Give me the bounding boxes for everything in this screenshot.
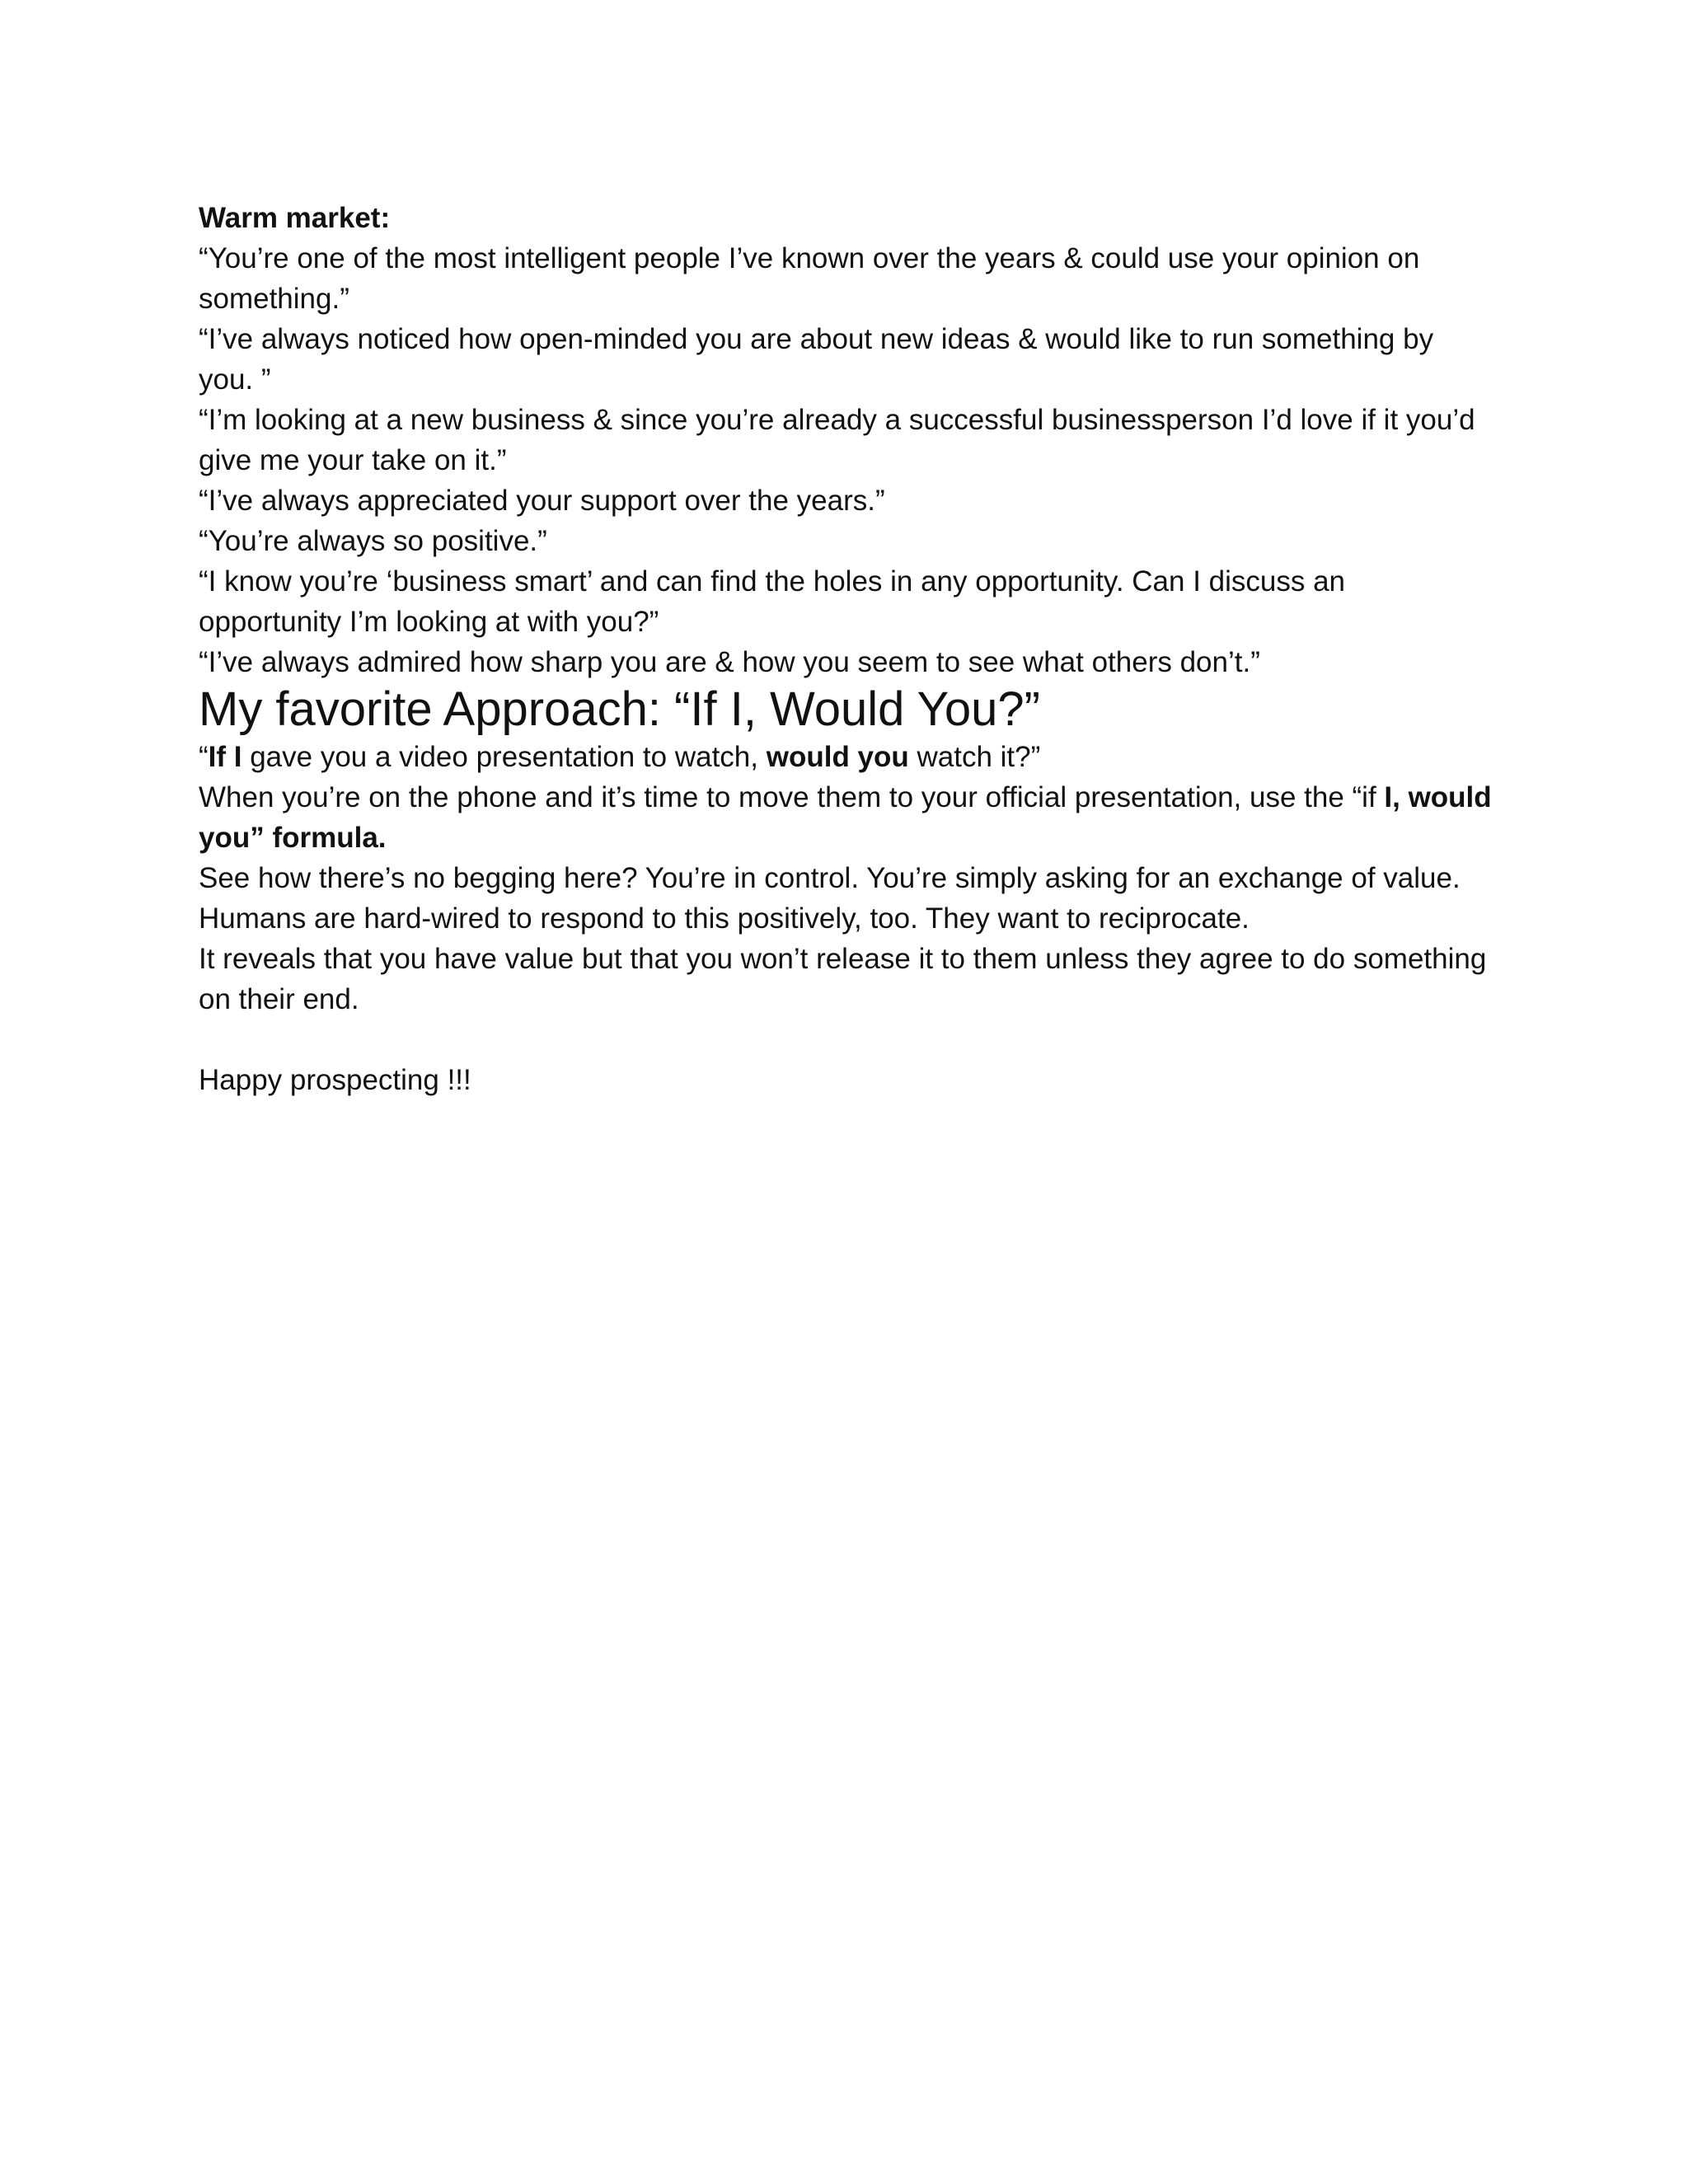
- warm-market-line: “I’m looking at a new business & since you’re already a successful businessperson I’d love if it you’d give me your take on it.”: [199, 404, 1475, 476]
- blank-line: [199, 1019, 1493, 1060]
- warm-market-line: “I know you’re ‘business smart’ and can find the holes in any opportunity. Can I discuss an opportunity I’m looking at with you?”: [199, 565, 1346, 638]
- quote-open: “: [199, 741, 209, 773]
- warm-market-line: “I’ve always appreciated your support over the years.”: [199, 485, 885, 517]
- quote-middle: gave you a video presentation to watch,: [241, 741, 767, 773]
- quote-bold-would-you: would you: [766, 741, 909, 773]
- quote-end: watch it?”: [908, 741, 1041, 773]
- control-paragraph: See how there’s no begging here? You’re in control. You’re simply asking for an exchange of value. Humans are hard-wired to respond to this positively, too. They want to reciprocate.: [199, 862, 1461, 935]
- warm-market-line: “You’re always so positive.”: [199, 525, 547, 557]
- phone-paragraph-bold: I, would you” formula.: [199, 781, 1492, 854]
- example-quote: [199, 737, 1493, 777]
- phone-paragraph: [199, 777, 1493, 858]
- section-heading: Warm market:: [199, 202, 391, 234]
- warm-market-line: “I’ve always admired how sharp you are & how you seem to see what others don’t.”: [199, 646, 1260, 678]
- reveal-paragraph: It reveals that you have value but that you won’t release it to them unless they agree to do something on their end.: [199, 943, 1487, 1015]
- warm-market-line: “You’re one of the most intelligent people I’ve known over the years & could use your opinion on something.”: [199, 242, 1420, 315]
- approach-heading: My favorite Approach: “If I, Would You?”: [199, 682, 1040, 736]
- closing-line: Happy prospecting !!!: [199, 1064, 471, 1096]
- warm-market-line: “I’ve always noticed how open-minded you are about new ideas & would like to run something by you. ”: [199, 323, 1434, 396]
- quote-bold-if-i: If I: [208, 741, 242, 773]
- phone-paragraph-text: When you’re on the phone and it’s time to move them to your official presentation, use the “if: [199, 781, 1385, 813]
- document-body: [199, 198, 1493, 1100]
